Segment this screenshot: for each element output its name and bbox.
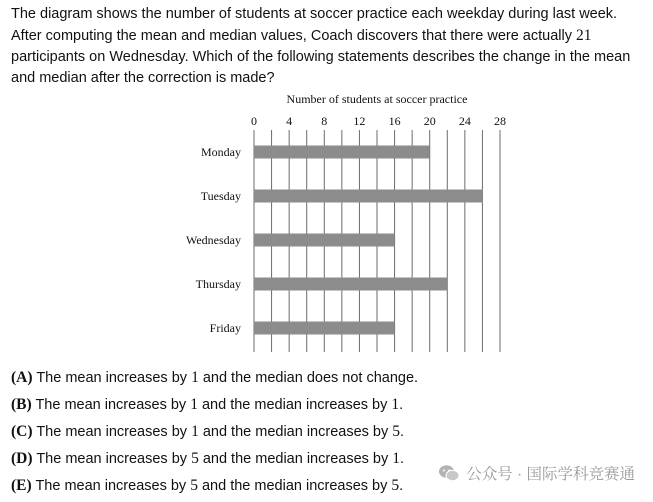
watermark — [438, 462, 635, 484]
category-label: Wednesday — [185, 233, 241, 247]
chart-title: Number of students at soccer practice — [286, 92, 468, 106]
bar-monday — [254, 146, 430, 159]
x-tick-label: 8 — [321, 114, 328, 128]
x-tick-label: 0 — [251, 114, 257, 128]
chart-bars — [254, 146, 482, 335]
answer-choices — [11, 367, 418, 502]
bar-friday — [254, 322, 395, 335]
chart-category-labels — [186, 145, 241, 335]
category-label: Tuesday — [200, 189, 241, 203]
x-tick-label: 4 — [286, 114, 293, 128]
choice-a[interactable]: (A) The mean increases by 1 and the median does not change. — [11, 369, 419, 386]
question-number: 21 — [576, 27, 592, 44]
x-tick-label: 20 — [423, 114, 436, 128]
choice-d[interactable]: (D) The mean increases by 5 and the median increases by 1. — [11, 450, 405, 467]
choice-b[interactable]: (B) The mean increases by 1 and the median increases by 1. — [11, 396, 404, 413]
bar-wednesday — [254, 234, 395, 247]
x-tick-label: 12 — [353, 114, 366, 128]
category-label: Friday — [209, 321, 241, 335]
choice-c[interactable]: (C) The mean increases by 1 and the median increases by 5. — [11, 423, 405, 440]
x-tick-label: 28 — [494, 114, 506, 128]
bar-tuesday — [254, 190, 482, 203]
bar-thursday — [254, 278, 447, 291]
wechat-icon — [438, 464, 460, 482]
chart-grid — [254, 130, 500, 352]
chart-tick-labels — [251, 114, 506, 128]
x-tick-label: 24 — [458, 114, 471, 128]
category-label: Thursday — [195, 277, 241, 291]
choice-e[interactable]: (E) The mean increases by 5 and the median increases by 5. — [11, 477, 404, 494]
x-tick-label: 16 — [388, 114, 401, 128]
question-text: The diagram shows the number of students at soccer practice each weekday during last week. After computing the mean and median values, Coach discovers that there were actually 21 participants on Wednesday. Which of the following statements describes the change in the mean and median after the correction is made? — [11, 6, 631, 86]
watermark-text: 公众号 · 国际学科竞赛通 — [466, 466, 635, 483]
category-label: Monday — [201, 145, 241, 159]
